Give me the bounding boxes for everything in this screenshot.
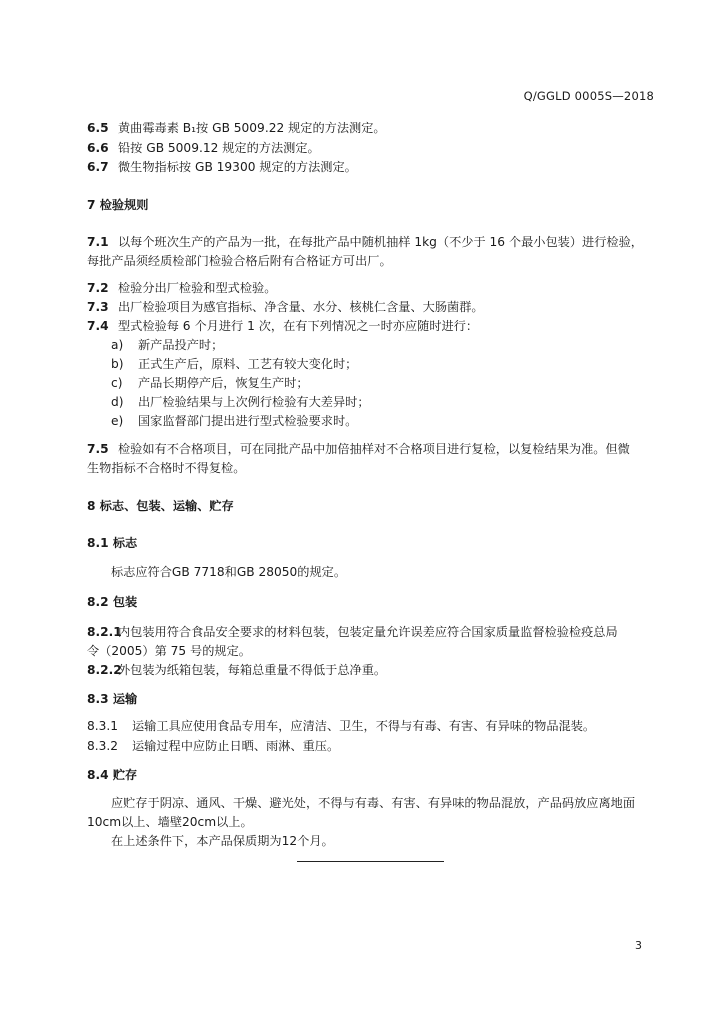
clause-text: 运输过程中应防止日晒、雨淋、重压。 — [132, 739, 340, 753]
list-marker: c) — [111, 376, 123, 390]
clause-text: 运输工具应使用食品专用车，应清洁、卫生，不得与有毒、有害、有异味的物品混装。 — [132, 719, 596, 733]
clause-number: 7.3 — [87, 300, 109, 314]
clause-number: 6.6 — [87, 141, 109, 155]
section-8-heading: 8 标志、包装、运输、贮存 — [87, 499, 234, 513]
clause-number: 6.7 — [87, 160, 109, 174]
clause-8-3-1 — [87, 716, 658, 736]
clause-8-2-2 — [87, 660, 658, 680]
subsection-8-1-text: 标志应符合GB 7718和GB 28050的规定。 — [111, 565, 347, 579]
clause-8-3-2 — [87, 736, 658, 756]
clause-text: 黄曲霉毒素 B₁按 GB 5009.22 规定的方法测定。 — [118, 121, 386, 135]
clause-text: 检验分出厂检验和型式检验。 — [118, 281, 277, 295]
clause-text: 微生物指标按 GB 19300 规定的方法测定。 — [118, 160, 357, 174]
clause-text: 以每个班次生产的产品为一批，在每批产品中随机抽样 1kg（不少于 16 个最小包装）进行检验， — [118, 235, 643, 249]
clause-number: 8.3.1 — [87, 719, 119, 733]
list-marker: a) — [111, 338, 124, 352]
list-item-c — [111, 373, 658, 393]
list-text: 产品长期停产后，恢复生产时； — [138, 376, 309, 390]
clause-6-6 — [87, 138, 658, 158]
section-7-heading: 7 检验规则 — [87, 198, 149, 212]
subsection-8-2-heading: 8.2 包装 — [87, 595, 138, 609]
clause-7-4 — [87, 316, 658, 336]
clause-6-7 — [87, 157, 658, 177]
end-rule — [297, 861, 444, 862]
clause-7-1-line2: 每批产品须经质检部门检验合格后附有合格证方可出厂。 — [87, 254, 392, 268]
clause-number: 7.1 — [87, 235, 109, 249]
clause-7-5-line2: 生物指标不合格时不得复检。 — [87, 461, 246, 475]
subsection-8-3-heading: 8.3 运输 — [87, 692, 138, 706]
subsection-8-1-heading: 8.1 标志 — [87, 536, 138, 550]
list-text: 正式生产后，原料、工艺有较大变化时； — [138, 357, 358, 371]
clause-number: 7.2 — [87, 281, 109, 295]
clause-text: 外包装为纸箱包装，每箱总重量不得低于总净重。 — [118, 663, 387, 677]
list-item-b — [111, 354, 658, 374]
document-code-header: Q/GGLD 0005S—2018 — [523, 89, 654, 103]
list-item-a — [111, 335, 658, 355]
clause-7-3 — [87, 297, 658, 317]
clause-number: 7.5 — [87, 442, 109, 456]
list-item-d — [111, 392, 658, 412]
clause-text: 铅按 GB 5009.12 规定的方法测定。 — [118, 141, 320, 155]
clause-text: 内包装用符合食品安全要求的材料包装，包装定量允许误差应符合国家质量监督检验检疫总局 — [118, 625, 618, 639]
list-marker: e) — [111, 414, 124, 428]
clause-8-2-1-line2: 令（2005）第 75 号的规定。 — [87, 644, 251, 658]
subsection-8-4-heading: 8.4 贮存 — [87, 768, 138, 782]
clause-text: 检验如有不合格项目，可在同批产品中加倍抽样对不合格项目进行复检，以复检结果为准。但微 — [118, 442, 630, 456]
clause-7-1-line1 — [87, 232, 658, 252]
clause-number: 7.4 — [87, 319, 109, 333]
clause-number: 6.5 — [87, 121, 109, 135]
list-text: 新产品投产时； — [138, 338, 224, 352]
clause-6-5 — [87, 118, 658, 138]
clause-number: 8.2.1 — [87, 625, 122, 639]
storage-text-line2: 10cm以上、墙壁20cm以上。 — [87, 815, 253, 829]
page-number: 3 — [635, 939, 642, 952]
clause-text: 型式检验每 6 个月进行 1 次，在有下列情况之一时亦应随时进行： — [118, 319, 479, 333]
clause-number: 8.3.2 — [87, 739, 119, 753]
storage-text-line1: 应贮存于阴凉、通风、干燥、避光处，不得与有毒、有害、有异味的物品混放，产品码放应离地面 — [111, 796, 636, 810]
list-text: 国家监督部门提出进行型式检验要求时。 — [138, 414, 358, 428]
list-text: 出厂检验结果与上次例行检验有大差异时； — [138, 395, 370, 409]
list-marker: d) — [111, 395, 124, 409]
list-marker: b) — [111, 357, 124, 371]
clause-text: 出厂检验项目为感官指标、净含量、水分、核桃仁含量、大肠菌群。 — [118, 300, 484, 314]
clause-number: 8.2.2 — [87, 663, 122, 677]
clause-7-2 — [87, 278, 658, 298]
clause-8-2-1-line1 — [87, 622, 658, 642]
clause-7-5-line1 — [87, 439, 658, 459]
list-item-e — [111, 411, 658, 431]
shelf-life-text: 在上述条件下，本产品保质期为12个月。 — [111, 834, 334, 848]
